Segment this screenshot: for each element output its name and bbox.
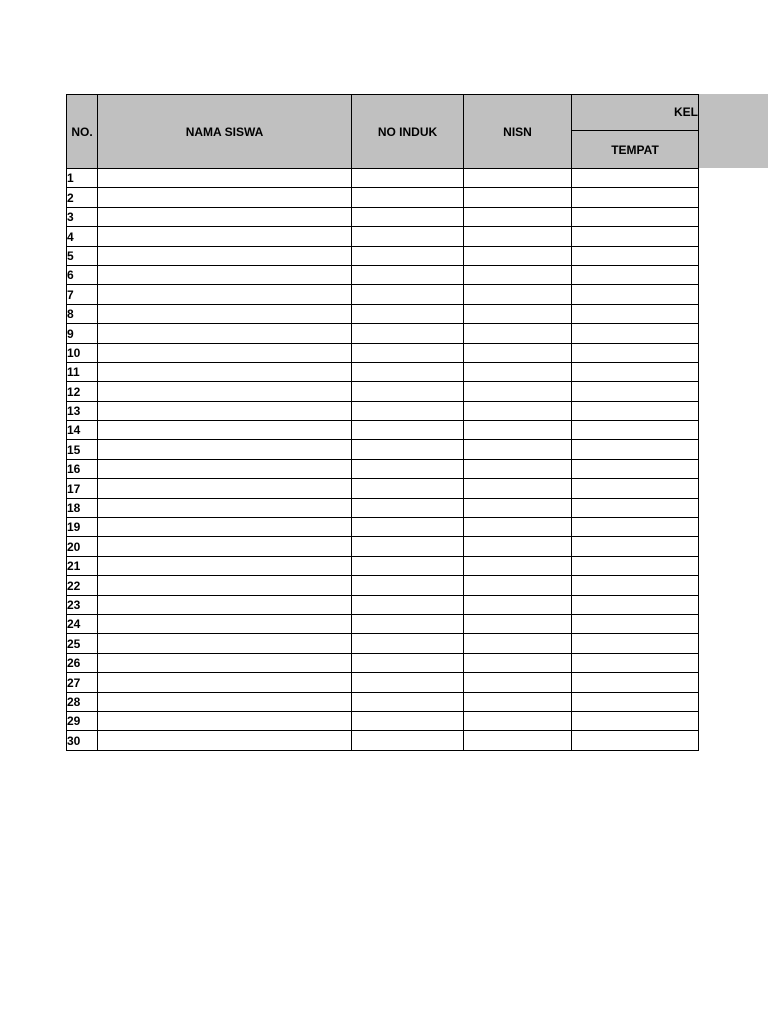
- table-row: [67, 246, 699, 265]
- table-row: [67, 265, 699, 284]
- row-number: 15: [67, 440, 98, 459]
- no-induk-cell[interactable]: [352, 576, 464, 595]
- no-induk-cell[interactable]: [352, 285, 464, 304]
- tempat-cell[interactable]: [572, 227, 699, 246]
- row-number: 24: [67, 614, 98, 633]
- row-number: 7: [67, 285, 98, 304]
- tempat-cell[interactable]: [572, 382, 699, 401]
- nisn-cell[interactable]: [464, 440, 572, 459]
- nisn-cell[interactable]: [464, 731, 572, 750]
- row-number: 13: [67, 401, 98, 420]
- nisn-cell[interactable]: [464, 673, 572, 692]
- row-number: 4: [67, 227, 98, 246]
- no-induk-cell[interactable]: [352, 324, 464, 343]
- no-induk-cell[interactable]: [352, 421, 464, 440]
- no-induk-cell[interactable]: [352, 692, 464, 711]
- row-number: 18: [67, 498, 98, 517]
- nama-siswa-cell[interactable]: [98, 285, 352, 304]
- nama-siswa-cell[interactable]: [98, 479, 352, 498]
- row-number: 9: [67, 324, 98, 343]
- row-number: 29: [67, 711, 98, 730]
- nama-siswa-cell[interactable]: [98, 673, 352, 692]
- row-number: 17: [67, 479, 98, 498]
- nama-siswa-cell[interactable]: [98, 440, 352, 459]
- nisn-cell[interactable]: [464, 595, 572, 614]
- nama-siswa-cell[interactable]: [98, 556, 352, 575]
- no-induk-cell[interactable]: [352, 265, 464, 284]
- tempat-cell[interactable]: [572, 265, 699, 284]
- tempat-cell[interactable]: [572, 576, 699, 595]
- no-induk-cell[interactable]: [352, 537, 464, 556]
- header-nama-siswa: NAMA SISWA: [98, 95, 352, 169]
- nama-siswa-cell[interactable]: [98, 246, 352, 265]
- nisn-cell[interactable]: [464, 459, 572, 478]
- nisn-cell[interactable]: [464, 518, 572, 537]
- table-row: [67, 595, 699, 614]
- nisn-cell[interactable]: [464, 265, 572, 284]
- table-row: [67, 324, 699, 343]
- header-overflow-fill: [698, 94, 768, 168]
- tempat-cell[interactable]: [572, 556, 699, 575]
- nama-siswa-cell[interactable]: [98, 614, 352, 633]
- tempat-cell[interactable]: [572, 324, 699, 343]
- header-no-induk: NO INDUK: [352, 95, 464, 169]
- tempat-cell[interactable]: [572, 537, 699, 556]
- nama-siswa-cell[interactable]: [98, 169, 352, 188]
- nama-siswa-cell[interactable]: [98, 576, 352, 595]
- table-row: [67, 440, 699, 459]
- nama-siswa-cell[interactable]: [98, 711, 352, 730]
- nama-siswa-cell[interactable]: [98, 634, 352, 653]
- nama-siswa-cell[interactable]: [98, 421, 352, 440]
- nisn-cell[interactable]: [464, 498, 572, 517]
- table-row: [67, 459, 699, 478]
- table-row: [67, 731, 699, 750]
- nisn-cell[interactable]: [464, 343, 572, 362]
- nama-siswa-cell[interactable]: [98, 265, 352, 284]
- no-induk-cell[interactable]: [352, 440, 464, 459]
- row-number: 2: [67, 188, 98, 207]
- tempat-cell[interactable]: [572, 518, 699, 537]
- nama-siswa-cell[interactable]: [98, 692, 352, 711]
- table-row: [67, 498, 699, 517]
- row-number: 1: [67, 169, 98, 188]
- row-number: 20: [67, 537, 98, 556]
- nisn-cell[interactable]: [464, 382, 572, 401]
- nama-siswa-cell[interactable]: [98, 401, 352, 420]
- table-row: [67, 401, 699, 420]
- tempat-cell[interactable]: [572, 440, 699, 459]
- no-induk-cell[interactable]: [352, 188, 464, 207]
- row-number: 27: [67, 673, 98, 692]
- table-row: [67, 518, 699, 537]
- table-row: [67, 653, 699, 672]
- nisn-cell[interactable]: [464, 711, 572, 730]
- tempat-cell[interactable]: [572, 711, 699, 730]
- table-row: [67, 421, 699, 440]
- row-number: 26: [67, 653, 98, 672]
- row-number: 30: [67, 731, 98, 750]
- nama-siswa-cell[interactable]: [98, 653, 352, 672]
- nisn-cell[interactable]: [464, 537, 572, 556]
- no-induk-cell[interactable]: [352, 614, 464, 633]
- nama-siswa-cell[interactable]: [98, 595, 352, 614]
- no-induk-cell[interactable]: [352, 556, 464, 575]
- table-row: [67, 692, 699, 711]
- tempat-cell[interactable]: [572, 421, 699, 440]
- table-row: [67, 537, 699, 556]
- table-row: [67, 479, 699, 498]
- nisn-cell[interactable]: [464, 653, 572, 672]
- nama-siswa-cell[interactable]: [98, 498, 352, 517]
- no-induk-cell[interactable]: [352, 382, 464, 401]
- table-row: [67, 382, 699, 401]
- table-row: [67, 207, 699, 226]
- table-row: [67, 634, 699, 653]
- nisn-cell[interactable]: [464, 556, 572, 575]
- nama-siswa-cell[interactable]: [98, 731, 352, 750]
- tempat-cell[interactable]: [572, 169, 699, 188]
- table-row: [67, 576, 699, 595]
- nama-siswa-cell[interactable]: [98, 518, 352, 537]
- row-number: 19: [67, 518, 98, 537]
- table-row: [67, 188, 699, 207]
- no-induk-cell[interactable]: [352, 304, 464, 323]
- nisn-cell[interactable]: [464, 401, 572, 420]
- no-induk-cell[interactable]: [352, 401, 464, 420]
- no-induk-cell[interactable]: [352, 595, 464, 614]
- nisn-cell[interactable]: [464, 324, 572, 343]
- row-number: 22: [67, 576, 98, 595]
- tempat-cell[interactable]: [572, 692, 699, 711]
- nama-siswa-cell[interactable]: [98, 362, 352, 381]
- tempat-cell[interactable]: [572, 246, 699, 265]
- no-induk-cell[interactable]: [352, 207, 464, 226]
- no-induk-cell[interactable]: [352, 362, 464, 381]
- tempat-cell[interactable]: [572, 653, 699, 672]
- no-induk-cell[interactable]: [352, 673, 464, 692]
- header-tempat: TEMPAT: [572, 131, 699, 169]
- table-row: [67, 227, 699, 246]
- table-row: [67, 556, 699, 575]
- row-number: 6: [67, 265, 98, 284]
- table-row: [67, 343, 699, 362]
- no-induk-cell[interactable]: [352, 498, 464, 517]
- row-number: 21: [67, 556, 98, 575]
- row-number: 8: [67, 304, 98, 323]
- nama-siswa-cell[interactable]: [98, 537, 352, 556]
- table-body: [67, 169, 699, 751]
- table-row: [67, 362, 699, 381]
- nisn-cell[interactable]: [464, 362, 572, 381]
- nama-siswa-cell[interactable]: [98, 343, 352, 362]
- table-row: [67, 169, 699, 188]
- row-number: 10: [67, 343, 98, 362]
- no-induk-cell[interactable]: [352, 459, 464, 478]
- nama-siswa-cell[interactable]: [98, 459, 352, 478]
- nisn-cell[interactable]: [464, 479, 572, 498]
- tempat-cell[interactable]: [572, 188, 699, 207]
- tempat-cell[interactable]: [572, 634, 699, 653]
- table-row: [67, 673, 699, 692]
- tempat-cell[interactable]: [572, 614, 699, 633]
- nama-siswa-cell[interactable]: [98, 324, 352, 343]
- tempat-cell[interactable]: [572, 498, 699, 517]
- tempat-cell[interactable]: [572, 459, 699, 478]
- header-kel: KEL: [674, 105, 698, 119]
- nisn-cell[interactable]: [464, 304, 572, 323]
- nama-siswa-cell[interactable]: [98, 304, 352, 323]
- nisn-cell[interactable]: [464, 576, 572, 595]
- row-number: 28: [67, 692, 98, 711]
- tempat-cell[interactable]: [572, 207, 699, 226]
- tempat-cell[interactable]: [572, 285, 699, 304]
- row-number: 14: [67, 421, 98, 440]
- nisn-cell[interactable]: [464, 634, 572, 653]
- nisn-cell[interactable]: [464, 285, 572, 304]
- nama-siswa-cell[interactable]: [98, 207, 352, 226]
- no-induk-cell[interactable]: [352, 634, 464, 653]
- row-number: 23: [67, 595, 98, 614]
- row-number: 25: [67, 634, 98, 653]
- no-induk-cell[interactable]: [352, 169, 464, 188]
- tempat-cell[interactable]: [572, 479, 699, 498]
- nama-siswa-cell[interactable]: [98, 188, 352, 207]
- tempat-cell[interactable]: [572, 673, 699, 692]
- nisn-cell[interactable]: [464, 614, 572, 633]
- no-induk-cell[interactable]: [352, 711, 464, 730]
- no-induk-cell[interactable]: [352, 246, 464, 265]
- tempat-cell[interactable]: [572, 731, 699, 750]
- row-number: 5: [67, 246, 98, 265]
- header-nisn: NISN: [464, 95, 572, 169]
- nisn-cell[interactable]: [464, 692, 572, 711]
- row-number: 16: [67, 459, 98, 478]
- tempat-cell[interactable]: [572, 595, 699, 614]
- nisn-cell[interactable]: [464, 246, 572, 265]
- no-induk-cell[interactable]: [352, 518, 464, 537]
- header-no: NO.: [67, 95, 98, 169]
- no-induk-cell[interactable]: [352, 227, 464, 246]
- tempat-cell[interactable]: [572, 343, 699, 362]
- tempat-cell[interactable]: [572, 362, 699, 381]
- no-induk-cell[interactable]: [352, 731, 464, 750]
- no-induk-cell[interactable]: [352, 653, 464, 672]
- row-number: 11: [67, 362, 98, 381]
- tempat-cell[interactable]: [572, 401, 699, 420]
- table-row: [67, 614, 699, 633]
- nisn-cell[interactable]: [464, 421, 572, 440]
- nisn-cell[interactable]: [464, 207, 572, 226]
- tempat-cell[interactable]: [572, 304, 699, 323]
- table-row: [67, 304, 699, 323]
- table-row: [67, 711, 699, 730]
- nisn-cell[interactable]: [464, 188, 572, 207]
- nisn-cell[interactable]: [464, 169, 572, 188]
- header-kel-cell: [572, 95, 699, 131]
- nisn-cell[interactable]: [464, 227, 572, 246]
- no-induk-cell[interactable]: [352, 479, 464, 498]
- table-row: [67, 285, 699, 304]
- row-number: 3: [67, 207, 98, 226]
- nama-siswa-cell[interactable]: [98, 227, 352, 246]
- row-number: 12: [67, 382, 98, 401]
- no-induk-cell[interactable]: [352, 343, 464, 362]
- student-table: [66, 94, 699, 751]
- nama-siswa-cell[interactable]: [98, 382, 352, 401]
